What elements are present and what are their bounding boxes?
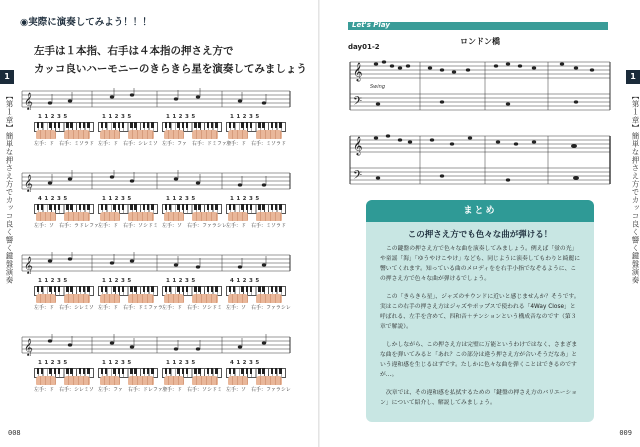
- grand-staff-2: [348, 132, 612, 192]
- left-hand-icon: [100, 130, 120, 139]
- summary-paragraph: しかしながら、この押さえ方は完璧に万能というわけではなく、さまざまな曲を弾いてみると「あれ？この部分は違う押さえ方が合いそうだなあ」という違和感を生じるはずです。たしかに色々な曲を弾くことはできるのですが…。: [380, 342, 578, 378]
- left-hand-icon: [228, 130, 248, 139]
- finger-numbers: 4 1 2 3 5: [38, 196, 68, 202]
- right-hand-icon: [128, 376, 154, 385]
- black-keys: [98, 204, 158, 210]
- svg-text:𝄞: 𝄞: [24, 338, 33, 356]
- right-hand-icon: [192, 212, 218, 221]
- chord-diagram: [162, 280, 222, 310]
- practice-row: [20, 252, 292, 310]
- right-hand-icon: [192, 294, 218, 303]
- finger-numbers: 1 1 2 3 5: [230, 196, 260, 202]
- finger-numbers: 1 1 2 3 5: [102, 114, 132, 120]
- svg-text:𝄞: 𝄞: [353, 62, 363, 81]
- finger-numbers: 1 1 2 3 5: [38, 278, 68, 284]
- hand-note-labels: 左手：ド 右手：ドミファラ: [98, 305, 163, 311]
- right-hand-icon: [64, 376, 90, 385]
- hand-note-labels: 左手：ソ 右手：ファラシレ: [162, 223, 227, 229]
- svg-text:𝄞: 𝄞: [24, 92, 33, 110]
- hand-note-labels: 左手：ド 右手：ミソラド: [226, 223, 287, 229]
- hand-note-labels: 左手：ド 右手：シレミソ: [34, 305, 94, 311]
- summary-body: [380, 244, 580, 416]
- chord-diagram: [34, 196, 99, 229]
- treble-staff: [20, 334, 292, 356]
- svg-text:𝄞: 𝄞: [24, 256, 33, 274]
- lead-line-2: カッコ良いハーモニーのきらきら星を演奏してみましょう: [34, 63, 307, 75]
- chapter-side-title: 【第１章】簡単な押さえ方でカッコ良く響く鍵盤演奏: [5, 92, 14, 284]
- black-keys: [34, 368, 94, 374]
- chord-diagram: [162, 362, 222, 392]
- right-hand-icon: [128, 130, 154, 139]
- hand-note-labels: 左手：ド 右手：ソシドミ: [98, 223, 159, 229]
- chord-diagram: [98, 360, 168, 393]
- chord-diagram: [34, 362, 94, 392]
- keyboard-row: [20, 280, 292, 310]
- black-keys: [34, 122, 94, 128]
- left-hand-icon: [228, 294, 248, 303]
- left-hand-icon: [36, 294, 56, 303]
- song-title: ロンドン橋: [460, 37, 500, 46]
- finger-numbers: 1 1 2 3 5: [102, 360, 132, 366]
- hand-note-labels: 左手：ド 右手：ソシドミ: [162, 387, 223, 393]
- summary-paragraph: この「きらきら星」、ジャズのサウンドに近いと感じませんか？そうです。実はこの右手の押さえ方はジャズやポップスで使われる「4Way Close」と呼ばれる、左手を含めて、四和音＋テンションという構成音なのです（第３章で解説）。: [380, 294, 580, 330]
- grand-staff-1: [348, 58, 612, 118]
- summary-heading: まとめ: [366, 200, 594, 222]
- svg-text:𝄢: 𝄢: [353, 95, 363, 111]
- chapter-number-tab-right: 1: [626, 70, 640, 84]
- right-hand-icon: [128, 212, 154, 221]
- black-keys: [98, 368, 158, 374]
- keyboard-row: [20, 116, 292, 146]
- right-hand-icon: [64, 212, 90, 221]
- left-hand-icon: [36, 212, 56, 221]
- hand-note-labels: 左手：ソ 右手：ファラシレ: [226, 387, 291, 393]
- chord-diagram: [226, 360, 291, 393]
- left-hand-icon: [164, 212, 184, 221]
- left-hand-icon: [164, 294, 184, 303]
- black-keys: [226, 286, 286, 292]
- lets-play-label: Let's Play: [352, 21, 390, 29]
- lead-text: [34, 42, 307, 78]
- keyboard-row: [20, 198, 292, 228]
- finger-numbers: 1 1 2 3 5: [166, 278, 196, 284]
- score-system-1: [348, 58, 612, 114]
- left-hand-icon: [100, 212, 120, 221]
- black-keys: [98, 122, 158, 128]
- finger-numbers: 4 1 2 3 5: [230, 360, 260, 366]
- chord-diagram: [162, 114, 232, 147]
- black-keys: [162, 286, 222, 292]
- section-heading: ◉実際に演奏してみよう！！！: [20, 17, 152, 28]
- finger-numbers: 4 1 2 3 5: [230, 278, 260, 284]
- svg-text:𝄞: 𝄞: [24, 174, 33, 192]
- left-hand-icon: [36, 130, 56, 139]
- practice-row: [20, 170, 292, 228]
- chapter-number-tab: 1: [0, 70, 14, 84]
- practice-row: [20, 334, 292, 392]
- hand-note-labels: 左手：ソ 右手：ファラシレ: [226, 305, 291, 311]
- black-keys: [162, 204, 222, 210]
- chord-diagram: [98, 116, 158, 146]
- practice-row: [20, 88, 292, 146]
- hand-note-labels: 左手：ファ 右手：ドレファラ: [98, 387, 168, 393]
- right-hand-icon: [256, 130, 282, 139]
- svg-text:𝄢: 𝄢: [353, 169, 363, 185]
- chord-diagram: [34, 280, 94, 310]
- treble-staff: [20, 252, 292, 274]
- right-hand-icon: [192, 376, 218, 385]
- finger-numbers: 1 1 2 3 5: [38, 114, 68, 120]
- chord-diagram: [162, 196, 227, 229]
- left-hand-icon: [36, 376, 56, 385]
- summary-box: [366, 200, 594, 422]
- finger-numbers: 1 1 2 3 5: [166, 360, 196, 366]
- left-hand-icon: [228, 376, 248, 385]
- finger-numbers: 1 1 2 3 5: [102, 196, 132, 202]
- treble-staff: [20, 88, 292, 110]
- hand-note-labels: 左手：ド 右手：シレミソ: [34, 387, 94, 393]
- black-keys: [34, 204, 94, 210]
- summary-paragraph: この鍵盤の押さえ方で色々な曲を演奏してみましょう。例えば「蛍の光」や童謡「海」「ゆうやけこやけ」なども、同じように演奏してもわりと綺麗に響いてくれます。知っている曲のメロディをを右手小指でなぞるように、この押さえ方で色々な曲が弾けるでしょう。: [380, 246, 580, 282]
- summary-paragraph: 次章では、その違和感を払拭するための「鍵盤の押さえ方のバリエーション」について紹介し、解説してみましょう。: [380, 390, 577, 406]
- right-hand-icon: [128, 294, 154, 303]
- hand-note-labels: 左手：ソ 右手：ラドレファ: [34, 223, 99, 229]
- left-hand-icon: [228, 212, 248, 221]
- lead-line-1: 左手は１本指、右手は４本指の押さえ方で: [34, 45, 234, 57]
- right-hand-icon: [64, 294, 90, 303]
- finger-numbers: 1 1 2 3 5: [38, 360, 68, 366]
- finger-numbers: 1 1 2 3 5: [230, 114, 260, 120]
- hand-note-labels: 左手：ド 右手：ソシドミ: [162, 305, 223, 311]
- black-keys: [226, 122, 286, 128]
- treble-staff: [20, 170, 292, 192]
- left-hand-icon: [100, 376, 120, 385]
- hand-note-labels: 左手：ド 右手：ミソラド: [226, 141, 287, 147]
- page-number-left: 008: [8, 429, 21, 437]
- chord-diagram: [226, 198, 286, 228]
- hand-note-labels: 左手：ファ 右手：ドミファラ: [162, 141, 232, 147]
- black-keys: [226, 204, 286, 210]
- right-hand-icon: [256, 212, 282, 221]
- svg-text:Swing: Swing: [370, 84, 385, 90]
- black-keys: [98, 286, 158, 292]
- svg-text:𝄞: 𝄞: [353, 136, 363, 155]
- hand-note-labels: 左手：ド 右手：シレミソ: [98, 141, 158, 147]
- finger-numbers: 1 1 2 3 5: [166, 196, 196, 202]
- score-system-2: [348, 132, 612, 188]
- black-keys: [162, 122, 222, 128]
- right-hand-icon: [256, 376, 282, 385]
- summary-subheading: この押さえ方でも色々な曲が弾ける！: [407, 230, 553, 240]
- page-number-right: 009: [619, 429, 632, 437]
- chord-diagram: [98, 198, 158, 228]
- right-hand-icon: [192, 130, 218, 139]
- finger-numbers: 1 1 2 3 5: [102, 278, 132, 284]
- left-hand-icon: [100, 294, 120, 303]
- left-hand-icon: [164, 376, 184, 385]
- chapter-side-title-right: 【第１章】簡単な押さえ方でカッコ良く響く鍵盤演奏: [631, 92, 640, 284]
- chord-diagram: [34, 116, 94, 146]
- left-hand-icon: [164, 130, 184, 139]
- right-page: [320, 0, 640, 447]
- finger-numbers: 1 1 2 3 5: [166, 114, 196, 120]
- chord-diagram: [226, 278, 291, 311]
- right-hand-icon: [256, 294, 282, 303]
- black-keys: [162, 368, 222, 374]
- chord-diagram: [226, 116, 286, 146]
- chord-diagram: [98, 278, 163, 311]
- black-keys: [226, 368, 286, 374]
- black-keys: [34, 286, 94, 292]
- right-hand-icon: [64, 130, 90, 139]
- day-tag: day01-2: [348, 43, 380, 51]
- keyboard-row: [20, 362, 292, 392]
- hand-note-labels: 左手：ド 右手：ミソラド: [34, 141, 95, 147]
